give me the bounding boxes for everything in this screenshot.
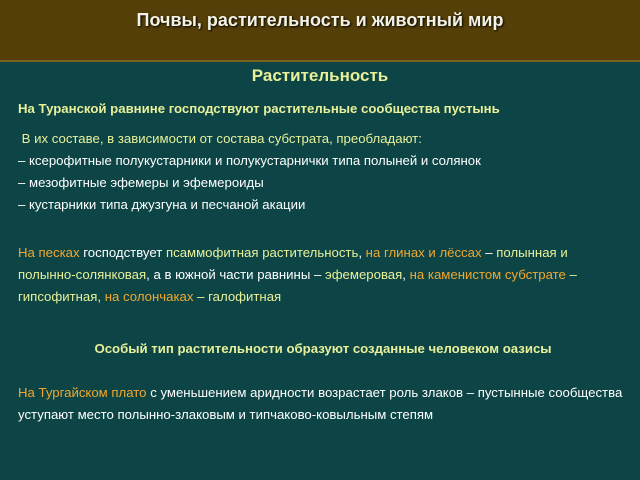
- intro-statement: На Туранской равнине господствуют растительные сообщества пустынь: [18, 101, 500, 116]
- section-title: Растительность: [251, 66, 389, 85]
- turgai-paragraph: [18, 382, 628, 426]
- substrate-stony: на каменистом субстрате: [409, 267, 566, 282]
- psammophyte-vegetation: псаммофитная растительность: [165, 245, 359, 260]
- text-fragment: , а в южной части равнины –: [146, 267, 325, 282]
- text-fragment: господствует: [79, 245, 166, 260]
- substrates-paragraph: [18, 242, 628, 308]
- halophyte-vegetation: – галофитная: [193, 289, 282, 304]
- substrate-sands: На песках: [18, 245, 80, 260]
- text-fragment: ,: [402, 267, 410, 282]
- turgai-plateau: На Тургайском плато: [18, 385, 147, 400]
- turgai-text: с уменьшением аридности возрастает роль злаков – пустынные сообщества уступают место полынно-злаковым и типчаково-ковыльным степям: [18, 385, 623, 422]
- composition-block: [18, 128, 628, 216]
- wormwood-vegetation: полынная и полынно-солянковая: [18, 245, 568, 282]
- composition-item: – кустарники типа джузгуна и песчаной акации: [18, 197, 306, 212]
- composition-item: – ксерофитные полукустарники и полукустарнички типа полыней и солянок: [18, 153, 481, 168]
- composition-lead: В их составе, в зависимости от состава субстрата, преобладают:: [18, 131, 422, 146]
- slide-header-title: Почвы, растительность и животный мир: [136, 10, 504, 30]
- slide-body: [0, 62, 640, 480]
- header-bar: [0, 0, 640, 62]
- oases-statement: Особый тип растительности образуют созданные человеком оазисы: [94, 341, 552, 356]
- composition-item: – мезофитные эфемеры и эфемероиды: [18, 175, 264, 190]
- text-fragment: –: [481, 245, 497, 260]
- text-fragment: ,: [358, 245, 366, 260]
- gypsophyte-vegetation: – гипсофитная,: [18, 267, 577, 304]
- substrate-clays-loess: на глинах и лёссах: [365, 245, 482, 260]
- ephemeral-vegetation: эфемеровая: [324, 267, 403, 282]
- substrate-solonchak: на солончаках: [104, 289, 194, 304]
